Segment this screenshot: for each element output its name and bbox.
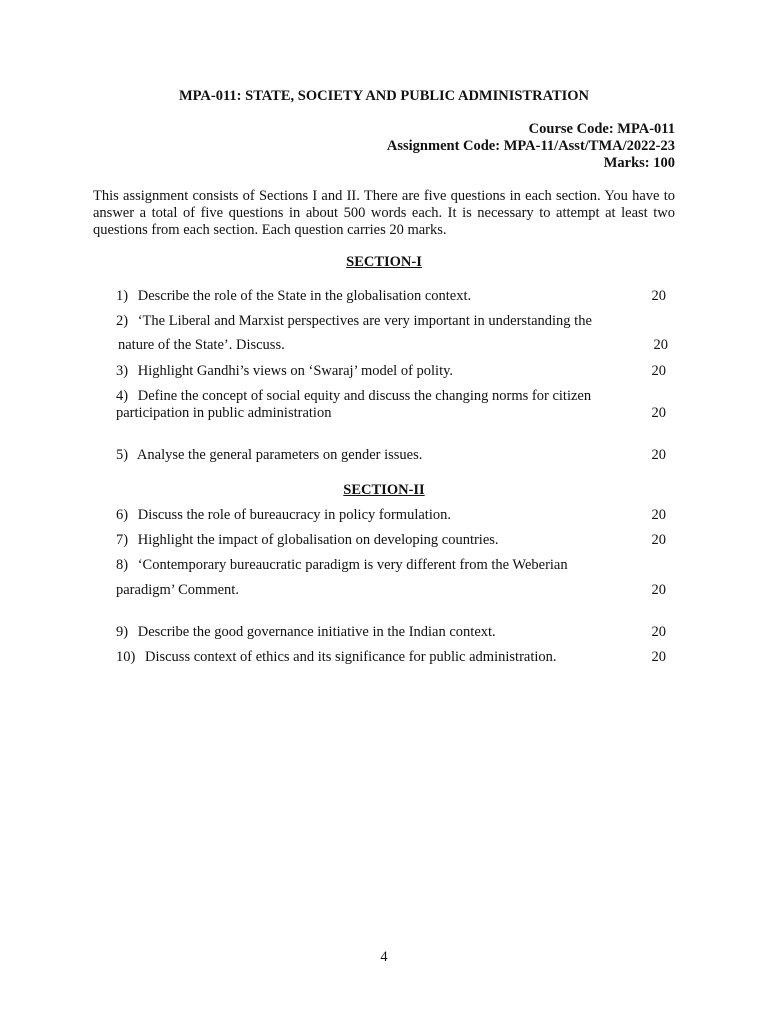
question-number: 9) <box>116 624 129 640</box>
question-item <box>116 447 676 464</box>
question-item <box>116 649 676 666</box>
question-text-cont: participation in public administration <box>116 405 332 421</box>
total-marks: Marks: 100 <box>603 155 675 171</box>
question-text: Discuss context of ethics and its significance for public administration. <box>144 649 557 665</box>
question-number: 3) <box>116 363 129 379</box>
question-text-cont: nature of the State’. Discuss. <box>118 337 285 353</box>
question-text: Analyse the general parameters on gender issues. <box>136 447 423 463</box>
question-number: 10) <box>116 649 136 665</box>
question-marks: 20 <box>651 288 666 304</box>
question-marks: 20 <box>651 532 666 548</box>
section-2-heading: SECTION-II <box>343 482 425 498</box>
question-number: 8) <box>116 557 129 573</box>
question-item <box>116 507 676 524</box>
question-item <box>116 288 676 305</box>
question-marks: 20 <box>651 582 666 598</box>
question-text: ‘The Liberal and Marxist perspectives are very important in understanding the <box>137 313 592 329</box>
question-item <box>116 313 676 330</box>
question-marks: 20 <box>653 337 668 353</box>
course-code: Course Code: MPA-011 <box>528 121 675 137</box>
question-text: Define the concept of social equity and discuss the changing norms for citizen <box>137 388 592 404</box>
question-item <box>116 388 676 405</box>
question-text: Describe the role of the State in the globalisation context. <box>137 288 472 304</box>
question-text: ‘Contemporary bureaucratic paradigm is very different from the Weberian <box>137 557 568 573</box>
question-marks: 20 <box>651 405 666 421</box>
question-continuation <box>116 582 676 599</box>
question-number: 5) <box>116 447 129 463</box>
course-meta <box>255 121 675 172</box>
question-text-cont: paradigm’ Comment. <box>116 582 239 598</box>
question-continuation <box>118 337 678 354</box>
question-number: 4) <box>116 388 129 404</box>
question-marks: 20 <box>651 507 666 523</box>
question-marks: 20 <box>651 649 666 665</box>
question-continuation <box>116 405 676 422</box>
page-number: 4 <box>380 949 388 965</box>
question-number: 1) <box>116 288 129 304</box>
question-marks: 20 <box>651 447 666 463</box>
question-item <box>116 557 676 574</box>
question-number: 2) <box>116 313 129 329</box>
assignment-code: Assignment Code: MPA-11/Asst/TMA/2022-23 <box>386 138 675 154</box>
question-text: Describe the good governance initiative in the Indian context. <box>137 624 496 640</box>
question-item <box>116 624 676 641</box>
instructions-paragraph: This assignment consists of Sections I and II. There are five questions in each section. You have to answer a total of five questions in about 500 words each. It is necessary to attempt at least two questions from each section. Each question carries 20 marks. <box>93 188 675 238</box>
question-marks: 20 <box>651 363 666 379</box>
section-1-heading: SECTION-I <box>346 254 422 270</box>
question-item <box>116 363 676 380</box>
question-marks: 20 <box>651 624 666 640</box>
question-item <box>116 532 676 549</box>
document-title: MPA-011: STATE, SOCIETY AND PUBLIC ADMINISTRATION <box>178 88 590 104</box>
question-number: 6) <box>116 507 129 523</box>
question-text: Highlight Gandhi’s views on ‘Swaraj’ model of polity. <box>137 363 454 379</box>
question-number: 7) <box>116 532 129 548</box>
question-text: Discuss the role of bureaucracy in policy formulation. <box>137 507 451 523</box>
question-text: Highlight the impact of globalisation on developing countries. <box>137 532 499 548</box>
